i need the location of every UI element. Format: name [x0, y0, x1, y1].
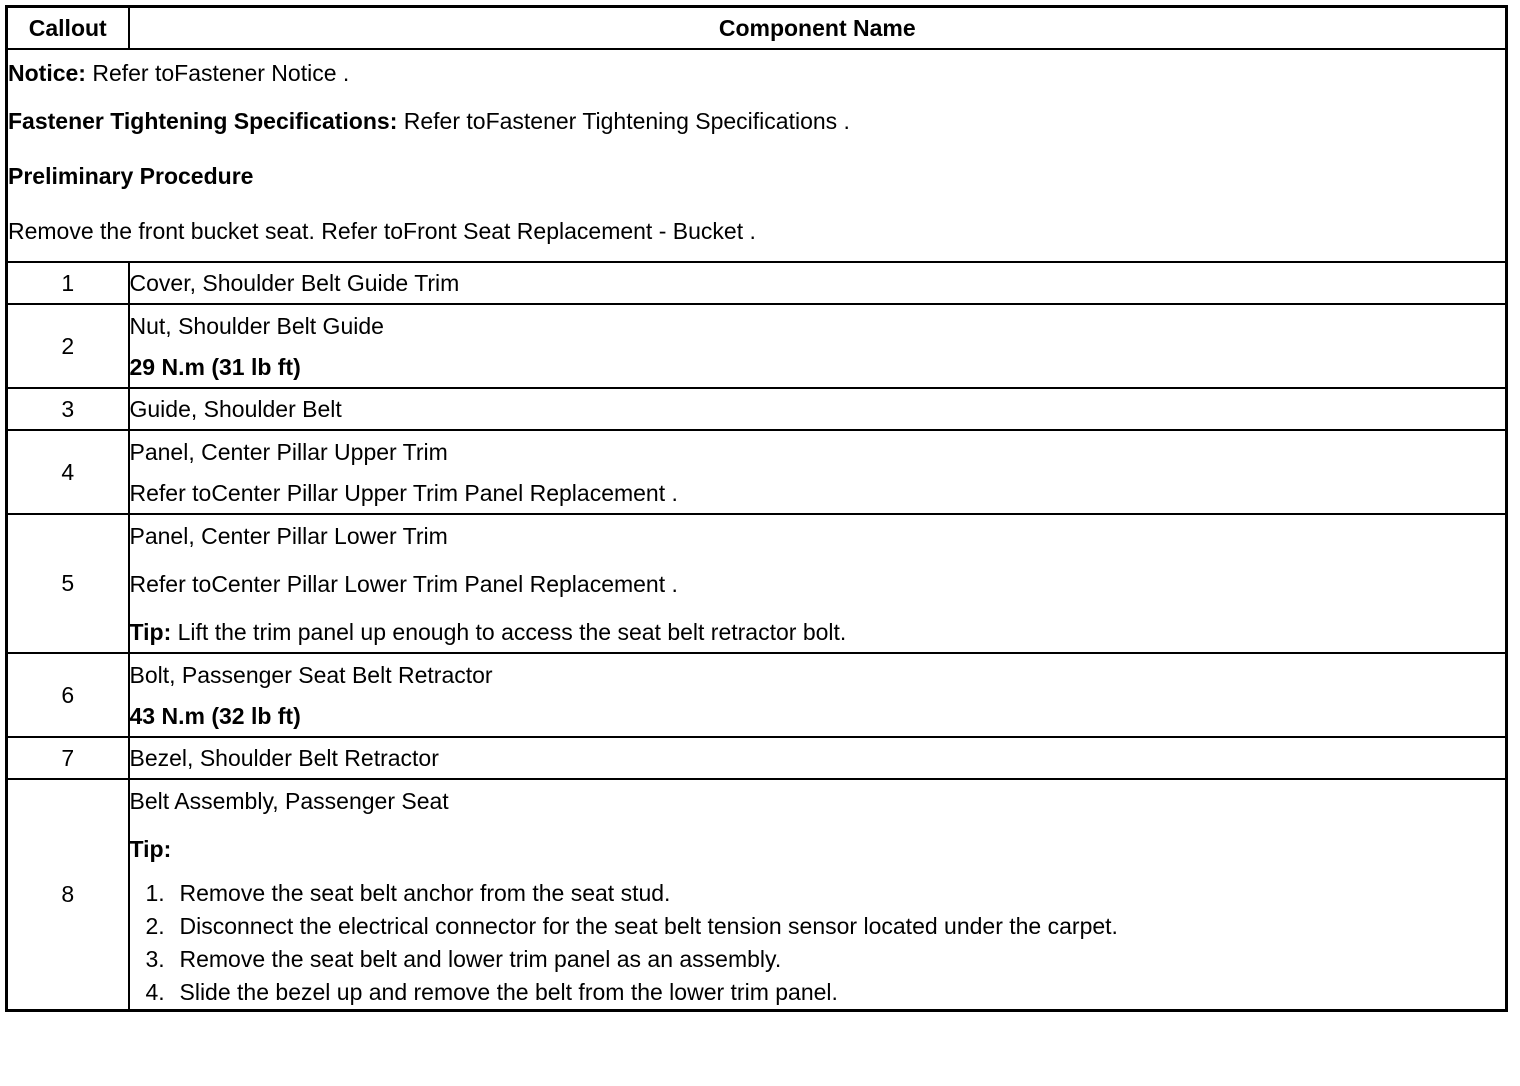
table-row — [7, 514, 1507, 653]
step-text: Slide the bezel up and remove the belt from the lower trim panel. — [179, 979, 838, 1005]
step-number: 2. — [145, 913, 165, 939]
spec-label: Fastener Tightening Specifications: — [8, 108, 398, 134]
intro-cell — [7, 49, 1507, 262]
table-row — [7, 430, 1507, 514]
prelim-text-line: Remove the front bucket seat. Refer toFront Seat Replacement - Bucket . — [8, 218, 756, 244]
callout-number: 3 — [7, 388, 129, 430]
component-name: Bolt, Passenger Seat Belt Retractor — [129, 662, 493, 688]
tip-label: Tip: — [129, 619, 172, 645]
callout-number: 5 — [7, 514, 129, 653]
spec-text: Refer toFastener Tightening Specifications . — [397, 108, 850, 134]
step-number: 4. — [145, 979, 165, 1005]
torque-value: 29 N.m (31 lb ft) — [129, 354, 301, 380]
reference-link[interactable]: Refer toCenter Pillar Lower Trim Panel Replacement . — [129, 571, 678, 597]
notice-label: Notice: — [8, 60, 86, 86]
tip-line — [130, 612, 1506, 652]
table-row — [7, 737, 1507, 779]
component-cell — [129, 304, 1507, 388]
table-row — [7, 262, 1507, 304]
list-item — [130, 877, 1506, 910]
step-number: 1. — [145, 880, 165, 906]
component-name: Panel, Center Pillar Upper Trim — [129, 439, 448, 465]
callout-number: 8 — [7, 779, 129, 1011]
component-name: Panel, Center Pillar Lower Trim — [129, 523, 448, 549]
component-cell — [129, 262, 1507, 304]
callout-number: 2 — [7, 304, 129, 388]
component-table — [5, 5, 1508, 1012]
component-cell — [129, 779, 1507, 1011]
component-name: Cover, Shoulder Belt Guide Trim — [129, 270, 460, 296]
torque-spec — [130, 696, 1506, 736]
list-item — [130, 943, 1506, 976]
list-item — [130, 976, 1506, 1009]
callout-number: 4 — [7, 430, 129, 514]
table-header-row — [7, 7, 1507, 50]
intro-row — [7, 49, 1507, 262]
table-row — [7, 779, 1507, 1011]
table-row — [7, 388, 1507, 430]
torque-value: 43 N.m (32 lb ft) — [129, 703, 301, 729]
component-name-header: Component Name — [129, 7, 1507, 50]
spec-line — [8, 96, 1505, 151]
component-cell — [129, 653, 1507, 737]
component-cell — [129, 430, 1507, 514]
prelim-label-line — [8, 151, 1505, 206]
component-cell — [129, 514, 1507, 653]
notice-text: Refer toFastener Notice . — [85, 60, 350, 86]
torque-spec — [130, 347, 1506, 387]
component-name: Belt Assembly, Passenger Seat — [129, 788, 449, 814]
step-text: Remove the seat belt and lower trim panel as an assembly. — [179, 946, 782, 972]
prelim-label: Preliminary Procedure — [8, 163, 254, 189]
tip-line — [130, 822, 1506, 877]
component-cell — [129, 737, 1507, 779]
component-cell — [129, 388, 1507, 430]
callout-number: 1 — [7, 262, 129, 304]
component-name: Bezel, Shoulder Belt Retractor — [129, 745, 439, 771]
table-row — [7, 304, 1507, 388]
table-row — [7, 653, 1507, 737]
callout-number: 6 — [7, 653, 129, 737]
notice-line — [8, 50, 1505, 96]
reference-link[interactable]: Refer toCenter Pillar Upper Trim Panel Replacement . — [129, 480, 678, 506]
callout-header: Callout — [7, 7, 129, 50]
step-text: Disconnect the electrical connector for the seat belt tension sensor located under the carpet. — [179, 913, 1118, 939]
component-name: Guide, Shoulder Belt — [129, 396, 342, 422]
component-name: Nut, Shoulder Belt Guide — [129, 313, 384, 339]
callout-number: 7 — [7, 737, 129, 779]
tip-text: Lift the trim panel up enough to access the seat belt retractor bolt. — [171, 619, 847, 645]
list-item — [130, 910, 1506, 943]
step-text: Remove the seat belt anchor from the seat stud. — [179, 880, 671, 906]
tip-steps-list — [130, 877, 1506, 1009]
tip-label: Tip: — [129, 836, 172, 862]
step-number: 3. — [145, 946, 165, 972]
